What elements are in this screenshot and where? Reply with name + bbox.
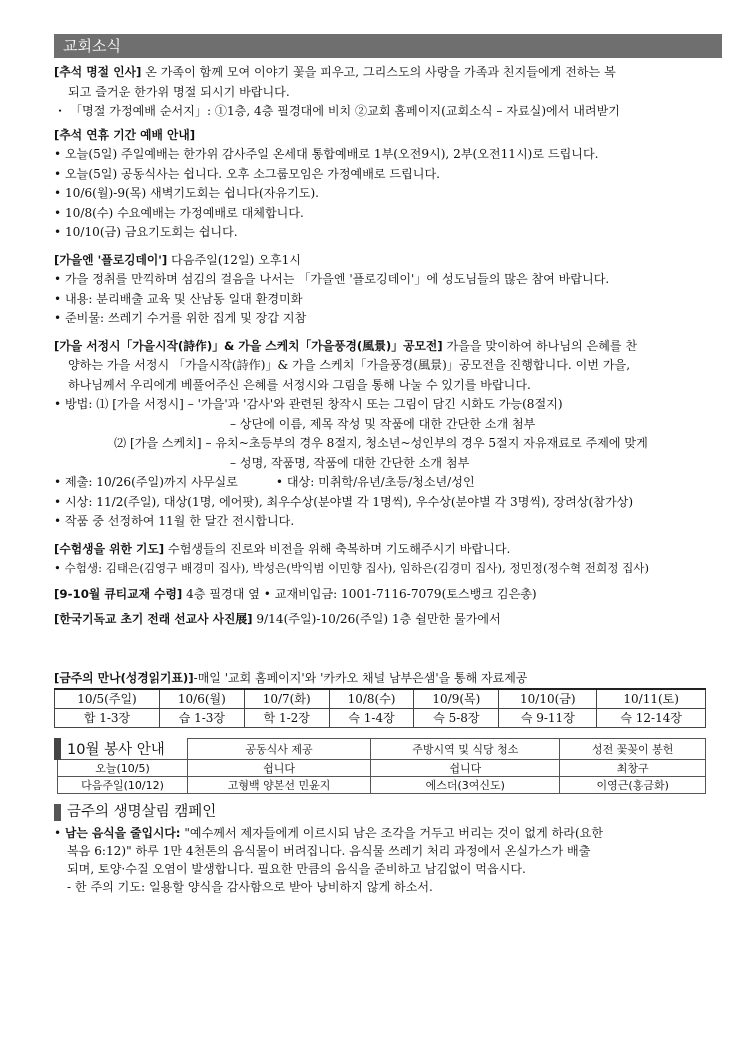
plogging-notice [54, 251, 722, 329]
service-header: 성전 꽃꽂이 봉헌 [560, 738, 706, 760]
list-item: • 오늘(5일) 주일예배는 한가위 감사주일 온세대 통합예배로 1부(오전9시), 2부(오전11시)로 드립니다. [54, 145, 722, 165]
qt-text: 4층 필경대 옆 • 교재비입금: 1001-7116-7079(토스뱅크 김은총) [182, 586, 537, 601]
table-row [58, 760, 706, 777]
service-day: 오늘(10/5) [58, 760, 188, 777]
contest-notice [54, 337, 722, 532]
manna-section [54, 670, 722, 728]
contest-submit-row [54, 473, 722, 493]
chuseok-text2: 되고 즐거운 한가위 명절 되시기 바랍니다. [68, 84, 290, 99]
service-cell: 에스더(3여신도) [371, 777, 560, 794]
exam-item: • 수험생: 김태은(김영구 배경미 집사), 박성은(박익범 이민향 집사), 임하은(김경미 집사), 정민정(정수혁 전희정 집사) [54, 559, 722, 579]
contest-text2: 양하는 가을 서정시 「가을시작(詩作)」& 가을 스케치「가을풍경(風景)」공모전을 진행합니다. 이번 가을, [68, 358, 631, 372]
service-cell: 쉽니다 [371, 760, 560, 777]
section-header: 교회소식 [54, 34, 722, 58]
campaign-label: 남는 음식을 줄입시다: [64, 826, 181, 840]
exam-prayer [54, 540, 722, 579]
contest-text3: 하나님께서 우리에게 베풀어주신 은혜를 서정시와 그림을 통해 나눌 수 있기를 바랍니다. [68, 377, 531, 392]
day-cell: 10/8(수) [329, 689, 414, 709]
bulletin-page [54, 34, 722, 896]
list-item: • 오늘(5일) 공동식사는 쉽니다. 오후 소그룹모임은 가정예배로 드립니다. [54, 165, 722, 185]
service-cell: 고형백 양본선 민윤지 [188, 777, 371, 794]
list-item: • 10/10(금) 금요기도회는 쉽니다. [54, 223, 722, 243]
day-cell: 10/9(목) [414, 689, 499, 709]
exam-text: 수험생들의 진로와 비전을 위해 축복하며 기도해주시기 바랍니다. [164, 541, 511, 556]
contest-submit: 제출: 10/26(주일)까지 사무실로 [64, 475, 238, 489]
chuseok-text1: 온 가족이 함께 모여 이야기 꽃을 피우고, 그리스도의 사랑을 가족과 친지들에게 전하는 복 [141, 65, 616, 79]
photo-notice [54, 610, 722, 630]
campaign-body [54, 824, 722, 896]
service-title: 10월 봉사 안내 [58, 738, 188, 760]
day-cell: 10/7(화) [244, 689, 329, 709]
plogging-label: [가을엔 '플로깅데이'] [54, 252, 168, 267]
reading-cell: 슥 12-14장 [597, 708, 706, 727]
list-item: • 10/6(월)-9(목) 새벽기도회는 쉽니다(자유기도). [54, 184, 722, 204]
holiday-label: [추석 연휴 기간 예배 안내] [54, 127, 196, 142]
reading-cell: 습 1-3장 [159, 708, 244, 727]
qt-label: [9-10월 큐티교재 수령] [54, 586, 183, 601]
contest-method2b: – 성명, 작품명, 작품에 대한 간단한 소개 첨부 [230, 455, 470, 470]
chuseok-bullet: ・ 「명절 가정예배 순서지」: ①1층, 4층 필경대에 비치 ②교회 홈페이지(교회소식 – 자료실)에서 내려받기 [54, 102, 722, 122]
contest-method1: • 방법: ⑴ [가을 서정시] – '가을'과 '감사'와 관련된 창작시 또는 그림이 담긴 시화도 가능(8절지) [54, 395, 722, 415]
table-row [58, 738, 706, 760]
exam-label: [수험생을 위한 기도] [54, 541, 165, 556]
manna-label: [금주의 만나(성경읽기표)] [54, 670, 194, 685]
day-cell: 10/10(금) [499, 689, 597, 709]
qt-notice [54, 585, 722, 605]
contest-label: [가을 서정시「가을시작(詩作)」& 가을 스케치「가을풍경(風景)」공모전] [54, 338, 443, 353]
day-cell: 10/11(토) [597, 689, 706, 709]
list-item: • 가을 정취를 만끽하며 섬김의 걸음을 나서는 「가을엔 '플로깅데이'」에 성도님들의 많은 참여 바랍니다. [54, 270, 722, 290]
reading-cell: 합 1-3장 [55, 708, 160, 727]
contest-method2: ⑵ [가을 스케치] – 유치~초등부의 경우 8절지, 청소년~성인부의 경우 5절지 자유재료로 주제에 맞게 [114, 436, 648, 450]
plogging-text: 다음주일(12일) 오후1시 [167, 252, 301, 267]
list-item: • 내용: 분리배출 교육 및 산남동 일대 환경미화 [54, 290, 722, 310]
reading-cell: 학 1-2장 [244, 708, 329, 727]
service-header: 공동식사 제공 [188, 738, 371, 760]
service-cell: 쉽니다 [188, 760, 371, 777]
contest-text1: 가을을 맞이하여 하나님의 은혜를 찬 [442, 338, 638, 353]
table-row [58, 777, 706, 794]
service-day: 다음주일(10/12) [58, 777, 188, 794]
reading-cell: 슥 1-4장 [329, 708, 414, 727]
chuseok-greeting [54, 63, 722, 122]
table-row [55, 708, 706, 727]
chuseok-label: [추석 명절 인사] [54, 65, 142, 79]
service-header: 주방시역 및 식당 청소 [371, 738, 560, 760]
contest-target: • 대상: 미취학/유년/초등/청소년/성인 [275, 475, 475, 489]
table-row [55, 689, 706, 709]
list-item: • 10/8(수) 수요예배는 가정예배로 대체합니다. [54, 204, 722, 224]
service-cell: 최창구 [560, 760, 706, 777]
campaign-title: 금주의 생명살림 캠페인 [54, 804, 722, 821]
photo-label: [한국기독교 초기 전래 선교사 사진展] [54, 612, 253, 626]
photo-text: 9/14(주일)-10/26(주일) 1층 쉴만한 물가에서 [252, 612, 501, 626]
campaign-line1: "예수께서 제자들에게 이르시되 남은 조각을 거두고 버리는 것이 없게 하라(요한 [180, 826, 604, 840]
reading-cell: 슥 9-11장 [499, 708, 597, 727]
contest-award: • 시상: 11/2(주일), 대상(1명, 에어팟), 최우수상(분야별 각 1명씩), 우수상(분야별 각 3명씩), 장려상(참가상) [54, 493, 722, 513]
campaign-line3: 되며, 토양·수질 오염이 발생합니다. 필요한 만큼의 음식을 준비하고 남김없이 먹읍시다. [67, 862, 526, 876]
contest-method1b: – 상단에 이름, 제목 작성 및 작품에 대한 간단한 소개 첨부 [230, 416, 536, 431]
day-cell: 10/6(월) [159, 689, 244, 709]
service-cell: 이영근(홍금화) [560, 777, 706, 794]
list-item: • 준비물: 쓰레기 수거를 위한 집게 및 장갑 지참 [54, 309, 722, 329]
campaign-prayer: - 한 주의 기도: 일용할 양식을 감사함으로 받아 낭비하지 않게 하소서. [67, 880, 433, 894]
campaign-line2: 복음 6:12)" 하루 1만 4천톤의 음식물이 버려집니다. 음식물 쓰레기 처리 과정에서 온실가스가 배출 [67, 844, 591, 858]
day-cell: 10/5(주일) [55, 689, 160, 709]
contest-exhibit: • 작품 중 선정하여 11월 한 달간 전시합니다. [54, 512, 722, 532]
service-table [54, 738, 706, 795]
manna-text: -매일 '교회 홈페이지'와 '카카오 채널 남부은샘'을 통해 자료제공 [193, 670, 528, 685]
reading-cell: 슥 5-8장 [414, 708, 499, 727]
holiday-services [54, 126, 722, 243]
manna-table [54, 688, 706, 728]
